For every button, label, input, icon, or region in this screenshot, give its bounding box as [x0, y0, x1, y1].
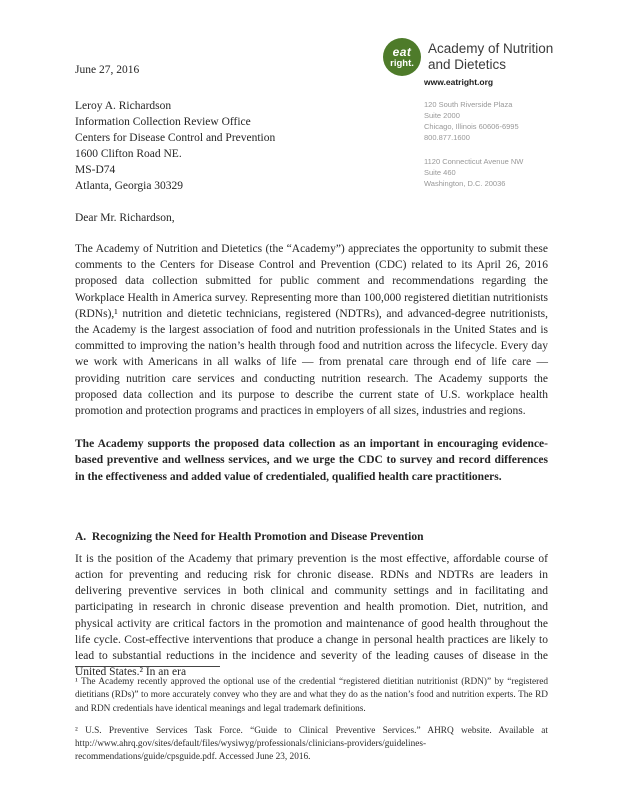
recipient-line: Centers for Disease Control and Prevention	[75, 132, 276, 144]
recipient-line: 1600 Clifton Road NE.	[75, 148, 182, 160]
organization-name-line2: and Dietetics	[428, 57, 507, 72]
logo-eat-text: eat	[392, 44, 412, 59]
section-a-heading: A. Recognizing the Need for Health Promotion and Disease Prevention	[75, 530, 424, 543]
body-paragraph-2: It is the position of the Academy that primary prevention is the most effective, affordable course of action for preventing and reducing risk for chronic disease. RDNs and NDTRs are leaders in delivering preventive services in both clinical and community settings and in facilitating and participating in research in chronic disease prevention and health promotion. Diet, nutrition, and physical activity are critical factors in the promotion and maintenance of good health throughout the life cycle. Cost-effective interventions that produce a change in personal health practices are likely to lead to substantial reductions in the incidence and severity of the leading causes of disease in the United States.² In an era	[75, 552, 548, 679]
contact-line: Suite 460	[424, 168, 456, 177]
recipient-address	[75, 98, 548, 194]
contact-line: Washington, D.C. 20036	[424, 179, 506, 188]
recipient-line: Information Collection Review Office	[75, 116, 251, 128]
footnote-2: ² U.S. Preventive Services Task Force. “Guide to Clinical Preventive Services.” AHRQ website. Available at http://www.ahrq.gov/sites/default/files/wysiwyg/professionals/clinicians-providers/guidelines-recommendations/guide/cpsguide.pdf. Accessed June 23, 2016.	[75, 725, 548, 763]
letter-content	[75, 0, 548, 680]
footnote-divider	[75, 666, 220, 667]
contact-line: 120 South Riverside Plaza	[424, 100, 513, 109]
salutation: Dear Mr. Richardson,	[75, 212, 175, 224]
letter-date: June 27, 2016	[75, 64, 140, 76]
body-paragraph-1: The Academy of Nutrition and Dietetics (the “Academy”) appreciates the opportunity to submit these comments to the Centers for Disease Control and Prevention (CDC) related to its April 26, 2016 proposed data collection submitted for public comment and recommendations regarding the Workplace Health in America survey. Representing more than 100,000 registered dietitian nutritionists (RDNs),¹ nutrition and dietetic technicians, registered (NDTRs), and advanced-degree nutritionists, the Academy is the largest association of food and nutrition professionals in the United States and is committed to improving the nation’s health through food and nutrition across the lifecycle. Every day we work with Americans in all walks of life — from prenatal care through end of life care — providing nutrition care services and conducting nutrition research. The Academy supports the proposed data collection and its purpose to describe the current state of U.S. workplace health promotion and protection programs and practices in employers of all sizes, industries and regions.	[75, 243, 548, 418]
website-url: www.eatright.org	[424, 77, 494, 87]
organization-name-line1: Academy of Nutrition	[428, 41, 554, 56]
recipient-line: MS-D74	[75, 164, 116, 176]
footnote-section	[75, 666, 548, 765]
contact-line: Chicago, Illinois 60606-6995	[424, 122, 519, 131]
recipient-line: Atlanta, Georgia 30329	[75, 180, 184, 192]
footnote-1: ¹ The Academy recently approved the optional use of the credential “registered dietitian nutritionist (RDN)” by “registered dietitians (RDs)” to more accurately convey who they are and what they do as the nation’s food and nutrition experts. The RD and RDN credentials have identical meanings and legal trademark definitions.	[75, 677, 548, 714]
contact-line: 1120 Connecticut Avenue NW	[424, 157, 524, 166]
emphasis-paragraph: The Academy supports the proposed data collection as an important in encouraging evidence-based preventive and wellness services, and we urge the CDC to survey and record differences in the effectiveness and added value of credentialed, qualified health care practitioners.	[75, 438, 548, 483]
contact-line: Suite 2000	[424, 111, 460, 120]
recipient-line: Leroy A. Richardson	[75, 100, 172, 112]
contact-line: 800.877.1600	[424, 133, 470, 142]
logo-right-text: right.	[390, 57, 414, 69]
